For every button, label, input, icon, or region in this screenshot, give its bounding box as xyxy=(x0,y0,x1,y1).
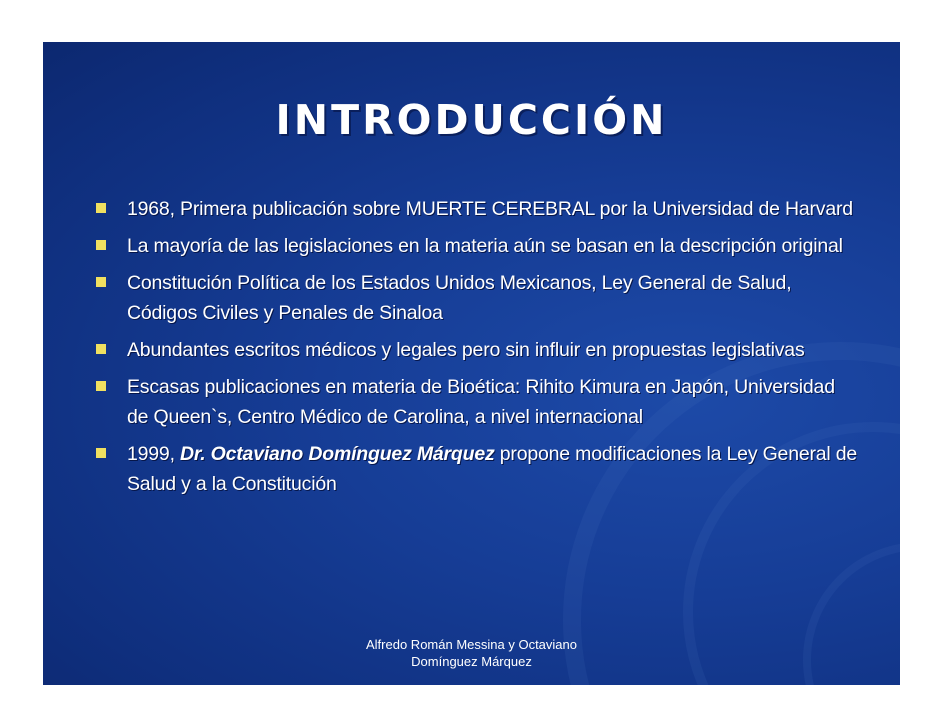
slide-footer xyxy=(43,636,900,670)
bullet-text: 1999, Dr. Octaviano Domínguez Márquez propone modificaciones la Ley General de Salud y a la Constitución xyxy=(127,443,858,495)
footer-line: Domínguez Márquez xyxy=(411,654,532,669)
slide xyxy=(43,42,900,685)
bullet-item xyxy=(43,231,900,261)
bullet-text: Constitución Política de los Estados Unidos Mexicanos, Ley General de Salud, Códigos Civiles y Penales de Sinaloa xyxy=(127,272,792,324)
square-bullet-icon xyxy=(96,448,106,458)
square-bullet-icon xyxy=(96,277,106,287)
bullet-item xyxy=(43,372,900,432)
footer-line: Alfredo Román Messina y Octaviano xyxy=(366,637,577,652)
square-bullet-icon xyxy=(96,344,106,354)
bullet-item xyxy=(43,268,900,328)
bullet-text: Escasas publicaciones en materia de Bioética: Rihito Kimura en Japón, Universidad de Queen`s, Centro Médico de Carolina, a nivel internacional xyxy=(127,376,835,428)
author-name: Dr. Octaviano Domínguez Márquez xyxy=(180,443,495,465)
square-bullet-icon xyxy=(96,381,106,391)
square-bullet-icon xyxy=(96,240,106,250)
bullet-item xyxy=(43,194,900,224)
bullet-item xyxy=(43,439,900,499)
bullet-item xyxy=(43,335,900,365)
bullet-text: 1968, Primera publicación sobre MUERTE CEREBRAL por la Universidad de Harvard xyxy=(127,198,853,220)
bullet-list xyxy=(43,194,900,506)
bullet-text: La mayoría de las legislaciones en la materia aún se basan en la descripción original xyxy=(127,235,843,257)
slide-title: INTRODUCCIÓN xyxy=(275,96,668,144)
bullet-text: Abundantes escritos médicos y legales pero sin influir en propuestas legislativas xyxy=(127,339,805,361)
square-bullet-icon xyxy=(96,203,106,213)
